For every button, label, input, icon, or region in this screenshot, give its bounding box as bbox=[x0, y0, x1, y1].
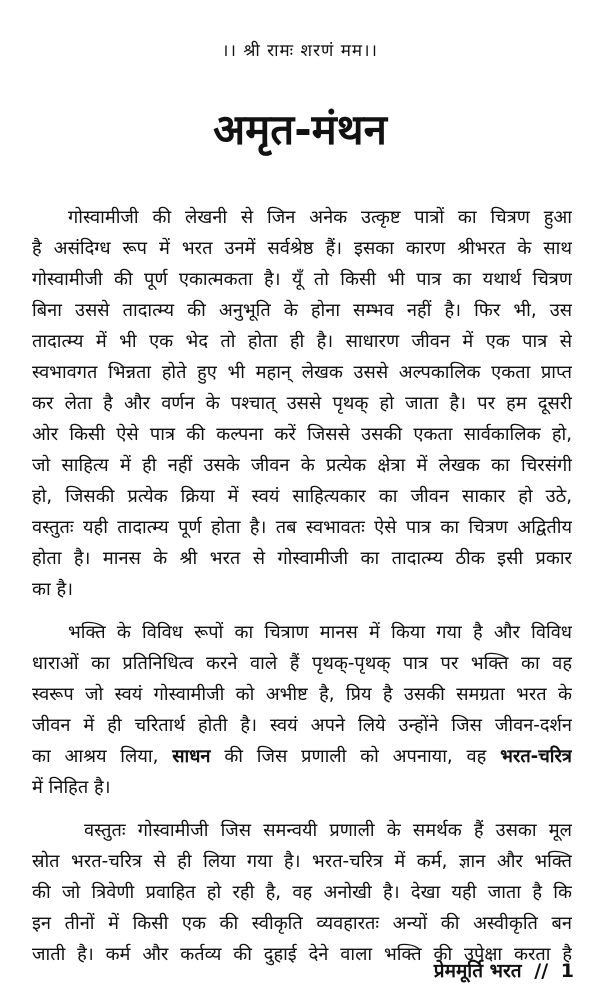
text-line: भक्ति के विविध रूपों का चित्राण मानस में किया गया है और विविध bbox=[68, 622, 572, 643]
text-line: होता है। मानस के श्री भरत से गोस्वामीजी का तादात्म्य ठीक इसी प्रकार bbox=[32, 548, 572, 569]
text-line: जो साहित्य में ही नहीं उसके जीवन के प्रत्येक क्षेत्रा में लेखक का चिरसंगी bbox=[32, 455, 572, 476]
text-line: स्वभावगत भिन्नता होते हुए भी महान् लेखक उससे अल्पकालिक एकता प्राप्त bbox=[32, 362, 572, 383]
text-line: कर लेता है और वर्णन के पश्चात् उससे पृथक् हो जाता है। पर हम दूसरी bbox=[32, 393, 572, 414]
text-line: तादात्म्य में भी एक भेद तो होता ही है। साधारण जीवन में एक पात्र से bbox=[32, 331, 572, 352]
bold-term-bharat-charitra: भरत-चरित्र bbox=[500, 746, 572, 767]
invocation-line: ।। श्री रामः शरणं मम।। bbox=[222, 41, 378, 61]
body-text bbox=[32, 202, 572, 970]
text-line: ओर किसी ऐसे पात्र की कल्पना करें जिससे उसकी एकता सार्वकालिक हो, bbox=[32, 424, 572, 445]
text-segment: की जिस प्रणाली को अपनाया, वह bbox=[224, 746, 487, 767]
paragraph-1 bbox=[32, 202, 572, 605]
text-line: में निहित है। bbox=[32, 777, 111, 798]
text-line: गोस्वामीजी की लेखनी से जिन अनेक उत्कृष्ट पात्रों का चित्रण हुआ bbox=[68, 207, 572, 228]
text-line: का है। bbox=[32, 579, 74, 600]
bold-term-sadhan: साधन bbox=[172, 746, 211, 767]
paragraph-3 bbox=[32, 815, 572, 970]
page-number: 1 bbox=[560, 960, 574, 982]
text-segment: का आश्रय लिया, bbox=[32, 746, 159, 767]
text-line: जाती है। कर्म और कर्तव्य की दुहाई देने वाला भक्ति की उपेक्षा करता है bbox=[32, 944, 572, 965]
text-line: स्रोत भरत-चरित्र से ही लिया गया है। भरत-चरित्र में कर्म, ज्ञान और भक्ति bbox=[32, 851, 572, 872]
text-line: वस्तुतः गोस्वामीजी जिस समन्वयी प्रणाली के समर्थक हैं उसका मूल bbox=[84, 820, 572, 841]
page-footer bbox=[428, 957, 574, 983]
text-line bbox=[32, 741, 572, 772]
text-line: की जो त्रिवेणी प्रवाहित हो रही है, वह अनोखी है। देखा यही जाता है कि bbox=[32, 882, 572, 903]
text-line: इन तीनों में किसी एक की स्वीकृति व्यवहारतः अन्यों की अस्वीकृति बन bbox=[32, 913, 572, 934]
text-line: जीवन में ही चरितार्थ होती है। स्वयं अपने लिये उन्होंने जिस जीवन-दर्शन bbox=[32, 715, 572, 736]
footer-book-title: प्रेममूर्ति भरत bbox=[433, 960, 522, 982]
text-line: धाराओं का प्रतिनिधित्व करने वाले हैं पृथक्-पृथक् पात्र पर भक्ति का वह bbox=[32, 653, 572, 674]
text-line: वस्तुतः यही तादात्म्य पूर्ण होता है। तब स्वभावतः ऐसे पात्र का चित्रण अद्वितीय bbox=[32, 517, 572, 538]
text-line: बिना उससे तादात्म्य की अनुभूति के होना सम्भव नहीं है। फिर भी, उस bbox=[32, 300, 572, 321]
text-line: हो, जिसकी प्रत्येक क्रिया में स्वयं साहित्यकार का जीवन साकार हो उठे, bbox=[32, 486, 572, 507]
text-line: है असंदिग्ध रूप में भरत उनमें सर्वश्रेष्ठ हैं। इसका कारण श्रीभरत के साथ bbox=[32, 238, 572, 259]
footer-separator: // bbox=[534, 960, 549, 982]
text-line: गोस्वामीजी की पूर्ण एकात्मकता है। यूँ तो किसी भी पात्र का यथार्थ चित्रण bbox=[32, 269, 572, 290]
text-line: स्वरूप जो स्वयं गोस्वामीजी को अभीष्ट है, प्रिय है उसकी समग्रता भरत के bbox=[32, 684, 572, 705]
paragraph-2 bbox=[32, 617, 572, 803]
chapter-title: अमृत-मंथन bbox=[213, 105, 387, 154]
